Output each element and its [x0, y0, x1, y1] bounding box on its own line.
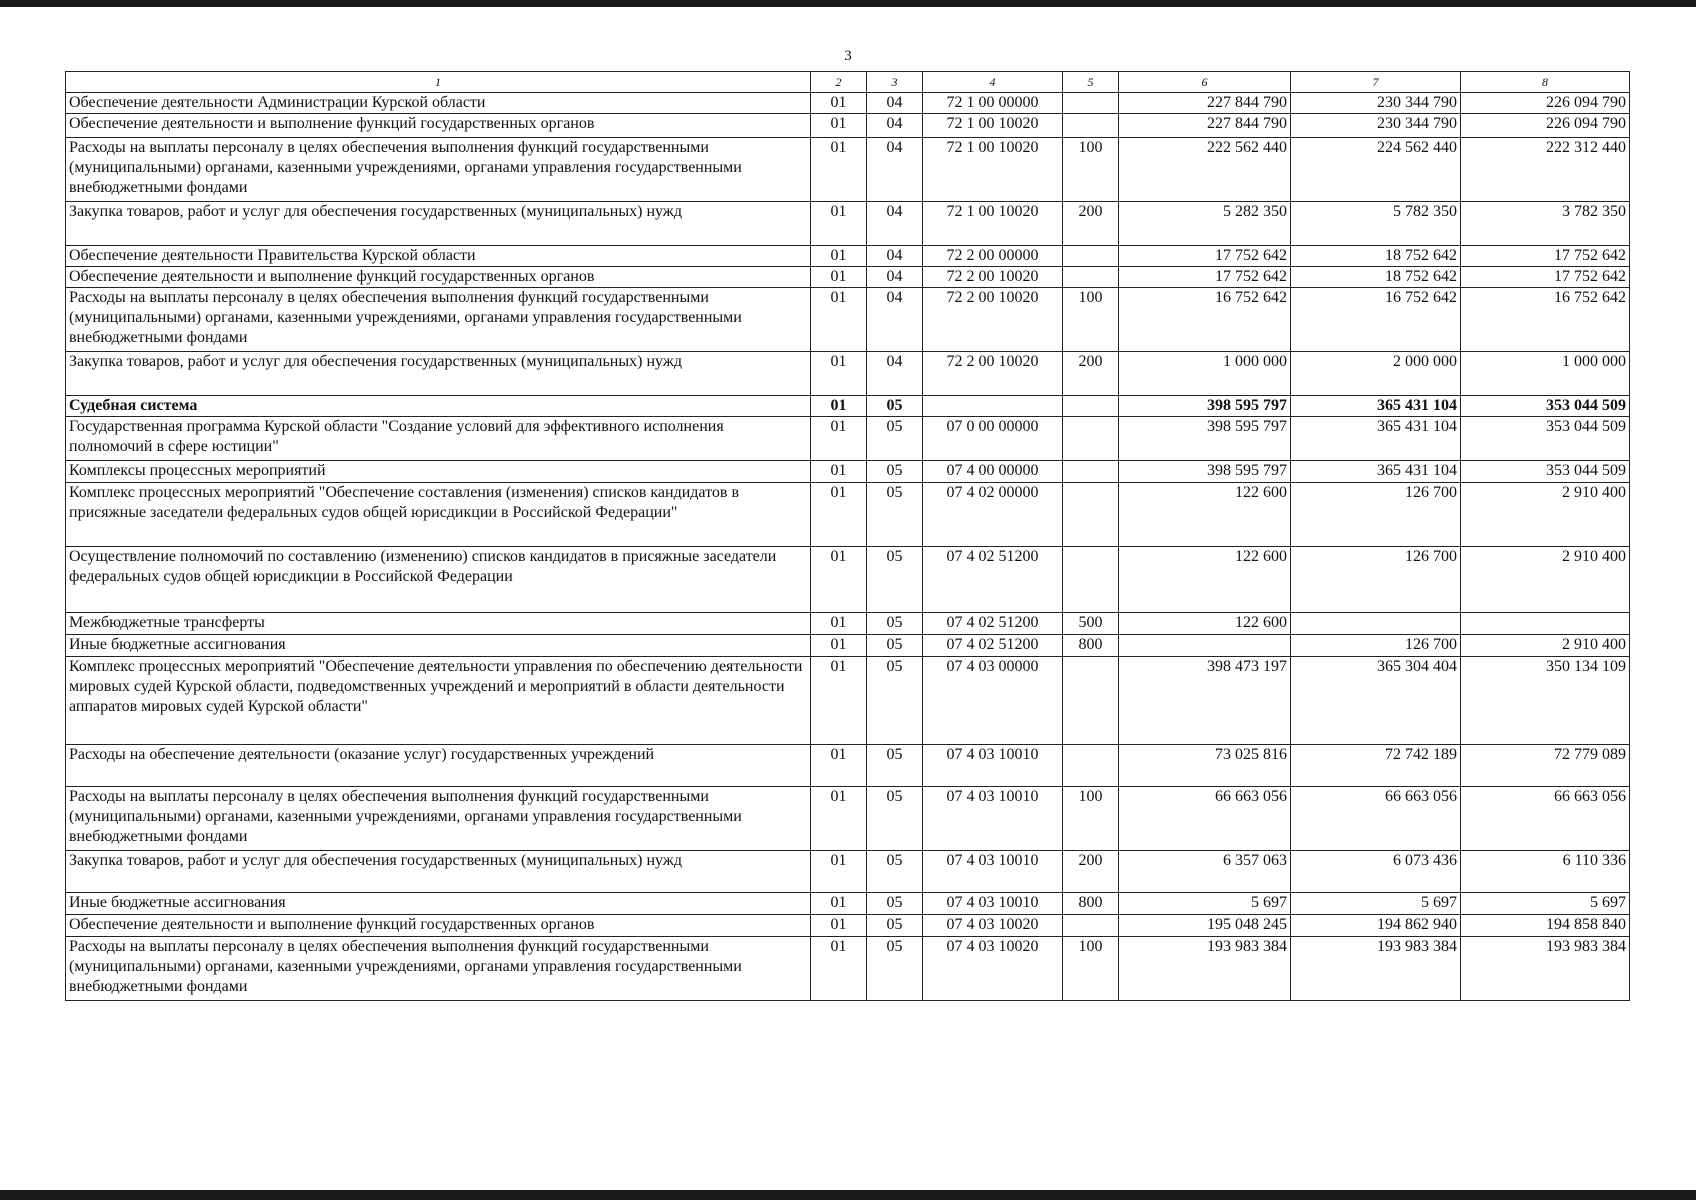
row-section: 01 [811, 417, 867, 461]
row-section: 01 [811, 787, 867, 851]
row-target-article: 07 4 03 10010 [923, 787, 1063, 851]
row-subsection: 04 [867, 246, 923, 267]
row-name: Расходы на обеспечение деятельности (оказание услуг) государственных учреждений [66, 745, 811, 787]
row-subsection: 05 [867, 787, 923, 851]
row-section: 01 [811, 461, 867, 483]
row-amount-col7: 194 862 940 [1291, 915, 1461, 937]
row-amount-col8: 194 858 840 [1461, 915, 1630, 937]
table-row [66, 547, 1630, 613]
row-target-article: 72 2 00 10020 [923, 267, 1063, 288]
row-section: 01 [811, 202, 867, 246]
row-name: Расходы на выплаты персоналу в целях обеспечения выполнения функций государственными (муниципальными) органами, казенными учреждениями, органами управления государственными внебюджетными фондами [66, 138, 811, 202]
row-name: Иные бюджетные ассигнования [66, 635, 811, 657]
table-row [66, 417, 1630, 461]
col-header: 7 [1291, 72, 1461, 93]
row-subsection: 04 [867, 202, 923, 246]
row-section: 01 [811, 937, 867, 1001]
row-target-article: 07 4 03 10010 [923, 893, 1063, 915]
col-header: 5 [1063, 72, 1119, 93]
row-section: 01 [811, 547, 867, 613]
col-header: 8 [1461, 72, 1630, 93]
row-amount-col7: 16 752 642 [1291, 288, 1461, 352]
row-amount-col6: 6 357 063 [1119, 851, 1291, 893]
row-target-article: 07 4 03 10020 [923, 915, 1063, 937]
table-row [66, 267, 1630, 288]
row-amount-col6: 227 844 790 [1119, 114, 1291, 138]
row-amount-col7: 72 742 189 [1291, 745, 1461, 787]
row-name: Расходы на выплаты персоналу в целях обеспечения выполнения функций государственными (муниципальными) органами, казенными учреждениями, органами управления государственными внебюджетными фондами [66, 787, 811, 851]
row-target-article: 72 2 00 10020 [923, 352, 1063, 396]
row-section: 01 [811, 483, 867, 547]
budget-table [65, 71, 1630, 1001]
table-row [66, 937, 1630, 1001]
row-name: Обеспечение деятельности Правительства Курской области [66, 246, 811, 267]
row-subsection: 05 [867, 483, 923, 547]
row-target-article: 07 4 02 51200 [923, 547, 1063, 613]
row-target-article: 72 2 00 10020 [923, 288, 1063, 352]
row-amount-col8: 5 697 [1461, 893, 1630, 915]
row-amount-col7: 224 562 440 [1291, 138, 1461, 202]
table-row [66, 893, 1630, 915]
row-amount-col7: 5 697 [1291, 893, 1461, 915]
row-subsection: 04 [867, 288, 923, 352]
row-expense-type [1063, 745, 1119, 787]
row-amount-col7: 230 344 790 [1291, 114, 1461, 138]
row-subsection: 04 [867, 352, 923, 396]
row-expense-type [1063, 483, 1119, 547]
row-section: 01 [811, 657, 867, 745]
table-row [66, 114, 1630, 138]
row-target-article: 07 4 03 00000 [923, 657, 1063, 745]
row-amount-col8: 193 983 384 [1461, 937, 1630, 1001]
row-amount-col6: 398 595 797 [1119, 396, 1291, 417]
row-amount-col6: 17 752 642 [1119, 246, 1291, 267]
row-amount-col6 [1119, 635, 1291, 657]
row-section: 01 [811, 267, 867, 288]
row-amount-col6: 73 025 816 [1119, 745, 1291, 787]
row-amount-col7 [1291, 613, 1461, 635]
row-target-article: 07 4 03 10020 [923, 937, 1063, 1001]
row-expense-type: 500 [1063, 613, 1119, 635]
row-section: 01 [811, 851, 867, 893]
row-amount-col6: 398 473 197 [1119, 657, 1291, 745]
row-name: Судебная система [66, 396, 811, 417]
row-amount-col8: 17 752 642 [1461, 267, 1630, 288]
row-expense-type: 100 [1063, 288, 1119, 352]
row-target-article: 72 1 00 10020 [923, 138, 1063, 202]
row-section: 01 [811, 138, 867, 202]
row-subsection: 04 [867, 138, 923, 202]
table-row [66, 461, 1630, 483]
row-name: Осуществление полномочий по составлению (изменению) списков кандидатов в присяжные заседатели федеральных судов общей юрисдикции в Российской Федерации [66, 547, 811, 613]
row-subsection: 05 [867, 635, 923, 657]
row-expense-type: 100 [1063, 787, 1119, 851]
row-subsection: 05 [867, 461, 923, 483]
table-row [66, 635, 1630, 657]
row-name: Обеспечение деятельности и выполнение функций государственных органов [66, 267, 811, 288]
table-row [66, 246, 1630, 267]
row-amount-col7: 6 073 436 [1291, 851, 1461, 893]
row-subsection: 04 [867, 114, 923, 138]
row-subsection: 04 [867, 267, 923, 288]
row-expense-type: 200 [1063, 851, 1119, 893]
row-subsection: 05 [867, 893, 923, 915]
row-target-article [923, 396, 1063, 417]
column-number-row [66, 72, 1630, 93]
row-section: 01 [811, 352, 867, 396]
row-expense-type [1063, 657, 1119, 745]
row-target-article: 72 1 00 10020 [923, 114, 1063, 138]
row-amount-col7: 2 000 000 [1291, 352, 1461, 396]
row-section: 01 [811, 915, 867, 937]
col-header: 1 [66, 72, 811, 93]
row-target-article: 72 1 00 10020 [923, 202, 1063, 246]
row-amount-col6: 122 600 [1119, 483, 1291, 547]
row-name: Обеспечение деятельности и выполнение функций государственных органов [66, 915, 811, 937]
row-section: 01 [811, 396, 867, 417]
row-target-article: 07 0 00 00000 [923, 417, 1063, 461]
row-amount-col7: 18 752 642 [1291, 246, 1461, 267]
row-target-article: 07 4 03 10010 [923, 851, 1063, 893]
row-amount-col7: 365 431 104 [1291, 417, 1461, 461]
row-expense-type [1063, 461, 1119, 483]
row-amount-col8: 2 910 400 [1461, 547, 1630, 613]
row-amount-col7: 365 431 104 [1291, 396, 1461, 417]
row-amount-col8: 350 134 109 [1461, 657, 1630, 745]
row-amount-col6: 16 752 642 [1119, 288, 1291, 352]
row-amount-col8: 353 044 509 [1461, 461, 1630, 483]
row-amount-col6: 5 282 350 [1119, 202, 1291, 246]
row-amount-col6: 227 844 790 [1119, 93, 1291, 114]
row-target-article: 07 4 00 00000 [923, 461, 1063, 483]
row-amount-col8 [1461, 613, 1630, 635]
row-amount-col7: 365 304 404 [1291, 657, 1461, 745]
row-amount-col8: 3 782 350 [1461, 202, 1630, 246]
row-amount-col6: 66 663 056 [1119, 787, 1291, 851]
row-amount-col8: 2 910 400 [1461, 635, 1630, 657]
scan-border-top [0, 0, 1696, 7]
row-amount-col7: 230 344 790 [1291, 93, 1461, 114]
table-row [66, 613, 1630, 635]
row-subsection: 05 [867, 417, 923, 461]
row-target-article: 07 4 02 00000 [923, 483, 1063, 547]
row-target-article: 07 4 03 10010 [923, 745, 1063, 787]
table-row [66, 483, 1630, 547]
row-amount-col6: 222 562 440 [1119, 138, 1291, 202]
row-expense-type: 800 [1063, 635, 1119, 657]
row-amount-col7: 126 700 [1291, 547, 1461, 613]
row-expense-type [1063, 915, 1119, 937]
row-expense-type: 100 [1063, 937, 1119, 1001]
row-expense-type: 100 [1063, 138, 1119, 202]
row-section: 01 [811, 745, 867, 787]
row-name: Закупка товаров, работ и услуг для обеспечения государственных (муниципальных) нужд [66, 202, 811, 246]
table-row [66, 202, 1630, 246]
row-section: 01 [811, 114, 867, 138]
row-amount-col7: 126 700 [1291, 635, 1461, 657]
table-row [66, 787, 1630, 851]
row-amount-col6: 122 600 [1119, 613, 1291, 635]
row-name: Обеспечение деятельности Администрации Курской области [66, 93, 811, 114]
row-amount-col6: 17 752 642 [1119, 267, 1291, 288]
row-name: Комплексы процессных мероприятий [66, 461, 811, 483]
row-amount-col6: 398 595 797 [1119, 417, 1291, 461]
row-amount-col6: 193 983 384 [1119, 937, 1291, 1001]
row-expense-type [1063, 114, 1119, 138]
row-expense-type [1063, 246, 1119, 267]
row-name: Расходы на выплаты персоналу в целях обеспечения выполнения функций государственными (муниципальными) органами, казенными учреждениями, органами управления государственными внебюджетными фондами [66, 937, 811, 1001]
row-subsection: 05 [867, 937, 923, 1001]
row-amount-col8: 353 044 509 [1461, 396, 1630, 417]
table-row [66, 93, 1630, 114]
row-expense-type [1063, 417, 1119, 461]
row-expense-type: 800 [1063, 893, 1119, 915]
row-amount-col7: 365 431 104 [1291, 461, 1461, 483]
row-expense-type: 200 [1063, 202, 1119, 246]
row-subsection: 05 [867, 396, 923, 417]
row-amount-col8: 6 110 336 [1461, 851, 1630, 893]
row-section: 01 [811, 93, 867, 114]
page-number: 3 [844, 48, 852, 64]
row-subsection: 05 [867, 745, 923, 787]
row-amount-col6: 5 697 [1119, 893, 1291, 915]
row-subsection: 04 [867, 93, 923, 114]
row-name: Иные бюджетные ассигнования [66, 893, 811, 915]
row-target-article: 07 4 02 51200 [923, 613, 1063, 635]
col-header: 2 [811, 72, 867, 93]
row-amount-col7: 66 663 056 [1291, 787, 1461, 851]
row-subsection: 05 [867, 915, 923, 937]
row-amount-col8: 1 000 000 [1461, 352, 1630, 396]
row-amount-col8: 353 044 509 [1461, 417, 1630, 461]
row-amount-col7: 126 700 [1291, 483, 1461, 547]
row-amount-col8: 17 752 642 [1461, 246, 1630, 267]
row-target-article: 72 1 00 00000 [923, 93, 1063, 114]
row-name: Комплекс процессных мероприятий "Обеспечение деятельности управления по обеспечению деятельности мировых судей Курской области, подведомственных учреждений и мероприятий в области деятельности аппаратов мировых судей Курской области" [66, 657, 811, 745]
table-body [66, 93, 1630, 1001]
table-row [66, 915, 1630, 937]
row-expense-type: 200 [1063, 352, 1119, 396]
row-amount-col8: 226 094 790 [1461, 114, 1630, 138]
table-row [66, 745, 1630, 787]
row-section: 01 [811, 893, 867, 915]
col-header: 3 [867, 72, 923, 93]
row-name: Комплекс процессных мероприятий "Обеспечение составления (изменения) списков кандидатов в присяжные заседатели федеральных судов общей юрисдикции в Российской Федерации" [66, 483, 811, 547]
row-section: 01 [811, 246, 867, 267]
row-amount-col8: 16 752 642 [1461, 288, 1630, 352]
table-row [66, 352, 1630, 396]
row-amount-col8: 72 779 089 [1461, 745, 1630, 787]
table-row [66, 288, 1630, 352]
row-amount-col7: 193 983 384 [1291, 937, 1461, 1001]
row-subsection: 05 [867, 657, 923, 745]
row-expense-type [1063, 267, 1119, 288]
row-amount-col7: 5 782 350 [1291, 202, 1461, 246]
table-row [66, 851, 1630, 893]
row-name: Обеспечение деятельности и выполнение функций государственных органов [66, 114, 811, 138]
row-amount-col6: 195 048 245 [1119, 915, 1291, 937]
row-amount-col8: 2 910 400 [1461, 483, 1630, 547]
row-section: 01 [811, 613, 867, 635]
row-subsection: 05 [867, 547, 923, 613]
row-name: Государственная программа Курской области "Создание условий для эффективного исполнения полномочий в сфере юстиции" [66, 417, 811, 461]
table-row [66, 396, 1630, 417]
row-expense-type [1063, 547, 1119, 613]
row-subsection: 05 [867, 613, 923, 635]
row-expense-type [1063, 93, 1119, 114]
row-section: 01 [811, 288, 867, 352]
row-amount-col7: 18 752 642 [1291, 267, 1461, 288]
row-name: Расходы на выплаты персоналу в целях обеспечения выполнения функций государственными (муниципальными) органами, казенными учреждениями, органами управления государственными внебюджетными фондами [66, 288, 811, 352]
row-amount-col6: 122 600 [1119, 547, 1291, 613]
col-header: 4 [923, 72, 1063, 93]
col-header: 6 [1119, 72, 1291, 93]
row-amount-col8: 222 312 440 [1461, 138, 1630, 202]
row-name: Закупка товаров, работ и услуг для обеспечения государственных (муниципальных) нужд [66, 851, 811, 893]
row-name: Межбюджетные трансферты [66, 613, 811, 635]
row-amount-col8: 66 663 056 [1461, 787, 1630, 851]
row-amount-col8: 226 094 790 [1461, 93, 1630, 114]
row-subsection: 05 [867, 851, 923, 893]
row-target-article: 07 4 02 51200 [923, 635, 1063, 657]
table-row [66, 138, 1630, 202]
row-name: Закупка товаров, работ и услуг для обеспечения государственных (муниципальных) нужд [66, 352, 811, 396]
table-row [66, 657, 1630, 745]
row-amount-col6: 398 595 797 [1119, 461, 1291, 483]
row-section: 01 [811, 635, 867, 657]
scan-border-bottom [0, 1190, 1696, 1200]
row-expense-type [1063, 396, 1119, 417]
row-amount-col6: 1 000 000 [1119, 352, 1291, 396]
row-target-article: 72 2 00 00000 [923, 246, 1063, 267]
